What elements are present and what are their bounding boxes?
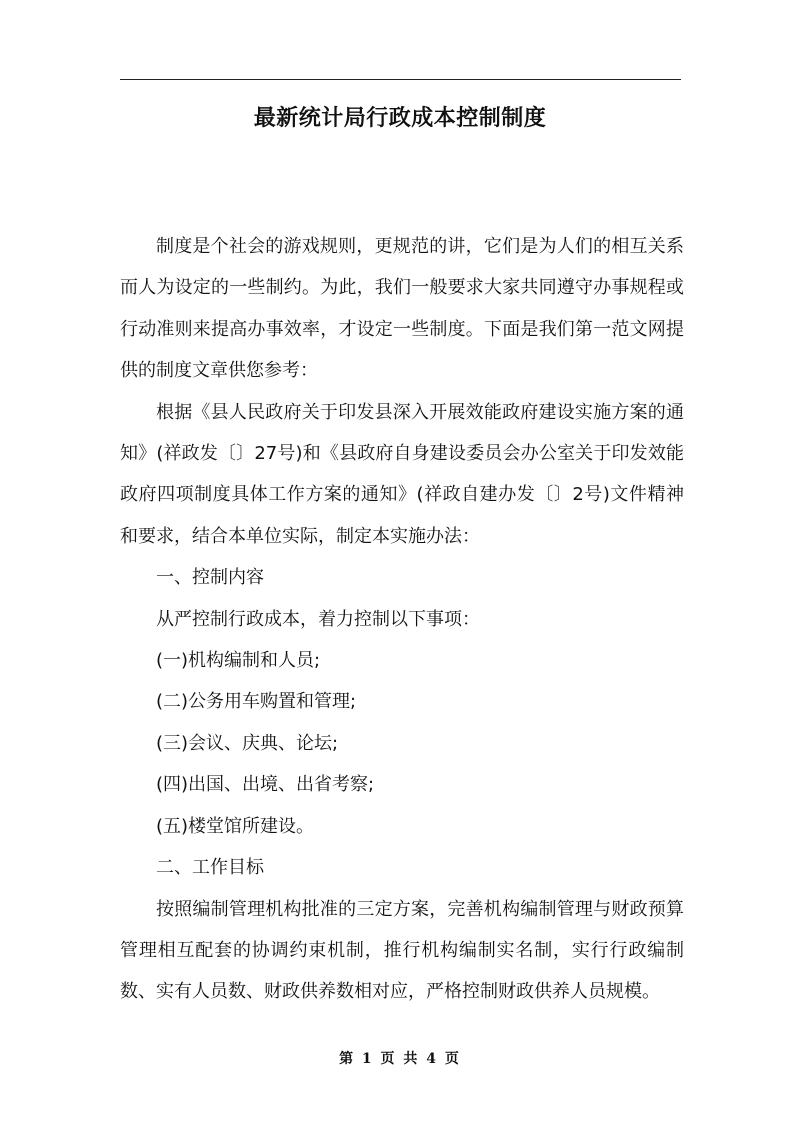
document-body bbox=[120, 226, 684, 1013]
header-rule bbox=[120, 79, 681, 80]
page-number: 第 1 页 共 4 页 bbox=[339, 1051, 461, 1067]
section-intro: 从严控制行政成本，着力控制以下事项： bbox=[156, 608, 480, 630]
list-item: (一)机构编制和人员; bbox=[156, 650, 321, 672]
document-title: 最新统计局行政成本控制制度 bbox=[253, 106, 547, 131]
intro-paragraph: 制度是个社会的游戏规则，更规范的讲，它们是为人们的相互关系而人为设定的一些制约。为此，我们一般要求大家共同遵守办事规程或行动准则来提高办事效率，才设定一些制度。下面是我们第一范文网提供的制度文章供您参考： bbox=[120, 236, 684, 382]
list-item: (五)楼堂馆所建设。 bbox=[156, 815, 315, 837]
basis-paragraph: 根据《县人民政府关于印发县深入开展效能政府建设实施方案的通知》(祥政发〔〕27号)和《县政府自身建设委员会办公室关于印发效能政府四项制度具体工作方案的通知》(祥政自建办发〔〕2号)文件精神和要求，结合本单位实际，制定本实施办法： bbox=[120, 401, 684, 547]
section-heading-control-content: 一、控制内容 bbox=[156, 567, 264, 589]
list-item: (二)公务用车购置和管理; bbox=[156, 691, 357, 713]
list-item: (三)会议、庆典、论坛; bbox=[156, 732, 339, 754]
goals-paragraph: 按照编制管理机构批准的三定方案，完善机构编制管理与财政预算管理相互配套的协调约束机制，推行机构编制实名制，实行行政编制数、实有人员数、财政供养数相对应，严格控制财政供养人员规模。 bbox=[120, 898, 684, 1003]
list-item: (四)出国、出境、出省考察; bbox=[156, 774, 375, 796]
section-heading-work-goals: 二、工作目标 bbox=[156, 857, 264, 879]
